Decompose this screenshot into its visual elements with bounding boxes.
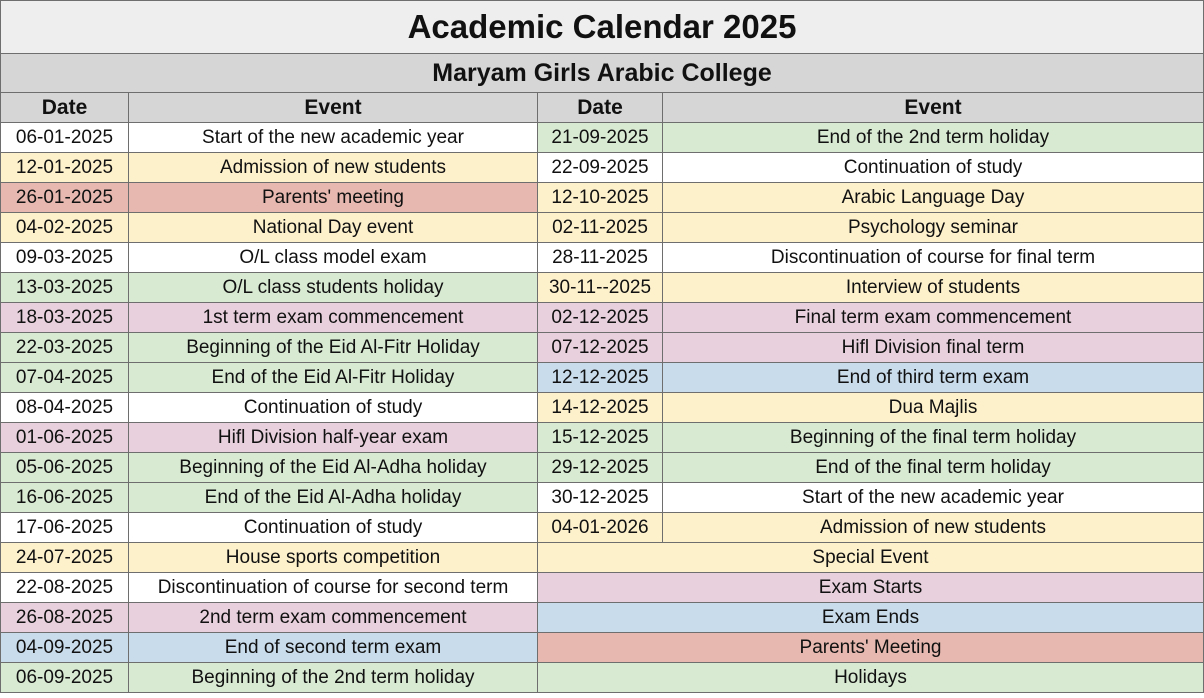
table-row (1, 363, 1204, 393)
date-cell: 22-08-2025 (1, 573, 129, 603)
event-cell: End of the final term holiday (663, 453, 1204, 483)
event-cell: End of the Eid Al-Fitr Holiday (129, 363, 538, 393)
date-cell: 30-11--2025 (538, 273, 663, 303)
event-cell: Start of the new academic year (129, 123, 538, 153)
event-cell: Beginning of the Eid Al-Fitr Holiday (129, 333, 538, 363)
table-row (1, 543, 1204, 573)
event-cell: Interview of students (663, 273, 1204, 303)
table-row (1, 423, 1204, 453)
legend-item: Holidays (538, 663, 1204, 693)
date-cell: 08-04-2025 (1, 393, 129, 423)
event-cell: 2nd term exam commencement (129, 603, 538, 633)
date-cell: 02-11-2025 (538, 213, 663, 243)
table-row (1, 243, 1204, 273)
event-cell: Start of the new academic year (663, 483, 1204, 513)
column-header-row (1, 93, 1204, 123)
date-cell: 12-01-2025 (1, 153, 129, 183)
date-cell: 30-12-2025 (538, 483, 663, 513)
event-cell: End of the Eid Al-Adha holiday (129, 483, 538, 513)
event-cell: Beginning of the 2nd term holiday (129, 663, 538, 693)
calendar-rows (1, 123, 1204, 693)
date-cell: 29-12-2025 (538, 453, 663, 483)
event-cell: Admission of new students (129, 153, 538, 183)
event-cell: Hifl Division final term (663, 333, 1204, 363)
date-cell: 21-09-2025 (538, 123, 663, 153)
table-row (1, 183, 1204, 213)
date-cell: 12-10-2025 (538, 183, 663, 213)
date-cell: 22-09-2025 (538, 153, 663, 183)
event-cell: Continuation of study (663, 153, 1204, 183)
date-cell: 05-06-2025 (1, 453, 129, 483)
calendar-title: Academic Calendar 2025 (1, 1, 1204, 54)
event-cell: Arabic Language Day (663, 183, 1204, 213)
column-header-date-left: Date (1, 93, 129, 123)
table-row (1, 453, 1204, 483)
event-cell: Beginning of the final term holiday (663, 423, 1204, 453)
event-cell: Discontinuation of course for second term (129, 573, 538, 603)
legend-item: Exam Ends (538, 603, 1204, 633)
table-row (1, 273, 1204, 303)
event-cell: Continuation of study (129, 393, 538, 423)
date-cell: 14-12-2025 (538, 393, 663, 423)
table-row (1, 603, 1204, 633)
table-row (1, 663, 1204, 693)
date-cell: 02-12-2025 (538, 303, 663, 333)
event-cell: National Day event (129, 213, 538, 243)
event-cell: O/L class model exam (129, 243, 538, 273)
date-cell: 26-01-2025 (1, 183, 129, 213)
table-row (1, 153, 1204, 183)
date-cell: 06-09-2025 (1, 663, 129, 693)
table-row (1, 513, 1204, 543)
date-cell: 12-12-2025 (538, 363, 663, 393)
event-cell: Parents' meeting (129, 183, 538, 213)
date-cell: 04-09-2025 (1, 633, 129, 663)
college-name: Maryam Girls Arabic College (1, 54, 1204, 93)
event-cell: End of third term exam (663, 363, 1204, 393)
date-cell: 22-03-2025 (1, 333, 129, 363)
event-cell: End of second term exam (129, 633, 538, 663)
legend-item: Exam Starts (538, 573, 1204, 603)
date-cell: 13-03-2025 (1, 273, 129, 303)
date-cell: 26-08-2025 (1, 603, 129, 633)
college-row (1, 54, 1204, 93)
table-row (1, 633, 1204, 663)
legend-item: Parents' Meeting (538, 633, 1204, 663)
event-cell: Psychology seminar (663, 213, 1204, 243)
date-cell: 06-01-2025 (1, 123, 129, 153)
column-header-event-right: Event (663, 93, 1204, 123)
table-row (1, 303, 1204, 333)
date-cell: 15-12-2025 (538, 423, 663, 453)
event-cell: Continuation of study (129, 513, 538, 543)
event-cell: Beginning of the Eid Al-Adha holiday (129, 453, 538, 483)
event-cell: House sports competition (129, 543, 538, 573)
date-cell: 07-12-2025 (538, 333, 663, 363)
date-cell: 18-03-2025 (1, 303, 129, 333)
date-cell: 28-11-2025 (538, 243, 663, 273)
event-cell: Hifl Division half-year exam (129, 423, 538, 453)
table-row (1, 393, 1204, 423)
table-row (1, 573, 1204, 603)
table-row (1, 213, 1204, 243)
column-header-event-left: Event (129, 93, 538, 123)
event-cell: O/L class students holiday (129, 273, 538, 303)
event-cell: Discontinuation of course for final term (663, 243, 1204, 273)
date-cell: 04-01-2026 (538, 513, 663, 543)
table-row (1, 123, 1204, 153)
title-row (1, 1, 1204, 54)
date-cell: 17-06-2025 (1, 513, 129, 543)
date-cell: 24-07-2025 (1, 543, 129, 573)
date-cell: 07-04-2025 (1, 363, 129, 393)
date-cell: 04-02-2025 (1, 213, 129, 243)
date-cell: 16-06-2025 (1, 483, 129, 513)
column-header-date-right: Date (538, 93, 663, 123)
date-cell: 09-03-2025 (1, 243, 129, 273)
event-cell: Final term exam commencement (663, 303, 1204, 333)
table-row (1, 333, 1204, 363)
legend-item: Special Event (538, 543, 1204, 573)
table-row (1, 483, 1204, 513)
event-cell: Dua Majlis (663, 393, 1204, 423)
event-cell: 1st term exam commencement (129, 303, 538, 333)
event-cell: End of the 2nd term holiday (663, 123, 1204, 153)
date-cell: 01-06-2025 (1, 423, 129, 453)
event-cell: Admission of new students (663, 513, 1204, 543)
